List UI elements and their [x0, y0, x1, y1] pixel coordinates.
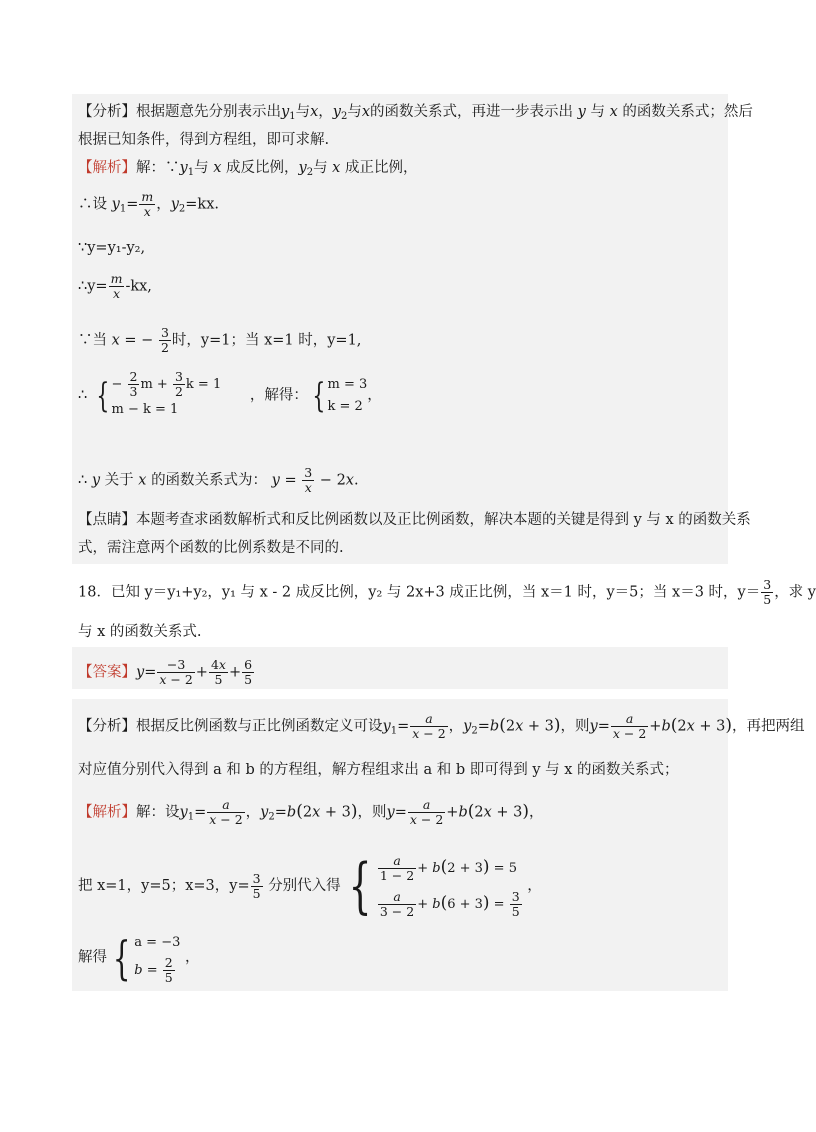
fraction-3-over-2: $\frac{3}{2}$ [160, 325, 169, 355]
solution-system-2: a = −3 b = $\frac{2}{5}$ [134, 935, 181, 985]
analysis-line-2: 根据已知条件，得到方程组，即可求解. [78, 132, 330, 148]
result-line-1: ∴ y 关于 x 的函数关系式为： y = $\frac{3}{x}$ − 2x. [78, 465, 359, 495]
since-line: ∵y=y₁-y₂, [78, 240, 146, 256]
system-line-1: ∴ { − $\frac{2}{3}$ m + $\frac{3}{2}$ k = 1 m − k = 1 ，解得： { m = 3 k = 2 ， [78, 370, 382, 421]
substitution-line: 把 x=1，y=5；x=3，y= $\frac{3}{5}$ 分别代入得 { $\frac{a}{1 - 2}$ + b(2 + 3) = 5 $\frac{a}{3 - 2}$ + b(6 + 3) = $\frac{3}{5}$ ， [78, 851, 542, 921]
fraction-3-over-x: $\frac{3}{x}$ [304, 465, 313, 495]
analysis2-line-2: 对应值分别代入得到 a 和 b 的方程组，解方程组求出 a 和 b 即可得到 y 与 x 的函数关系式； [78, 762, 679, 778]
analysis-tag: 【分析】 [78, 104, 136, 120]
solution-line-1: 【解析】解：$\because y_1$与 x 成反比例，$y_2$与 x 成正比例， [78, 160, 418, 178]
review-line-2: 式，需注意两个函数的比例系数是不同的. [78, 540, 344, 556]
equation-system-1: − $\frac{2}{3}$ m + $\frac{3}{2}$ k = 1 m − k = 1 [111, 369, 222, 417]
solution2-line: 【解析】解：设$y_1=$ $\frac{a}{x - 2}$ ，$y_2=b(2x + 3)$，则y= $\frac{a}{x - 2}$ +b(2x + 3)， [78, 797, 544, 827]
solution2-tag: 【解析】 [78, 804, 136, 821]
analysis2-line-1: 【分析】根据反比例函数与正比例函数定义可设$y_1=$ $\frac{a}{x - 2}$ ，$y_2=b(2x + 3)$，则y= $\frac{a}{x - 2}$ +b(2x + 3)，再把两组 [78, 711, 805, 741]
equation-system-2: $\frac{a}{1 - 2}$ + b(2 + 3) = 5 $\frac{a}{3 - 2}$ + b(6 + 3) = $\frac{3}{5}$ [379, 853, 520, 919]
question-18-line-2: 与 x 的函数关系式. [78, 624, 202, 640]
fraction-m-over-x: $\frac{m}{x}$ [141, 189, 154, 219]
fraction-m-over-x-2: $\frac{m}{x}$ [110, 271, 123, 301]
when-line: ∵当 x = − $\frac{3}{2}$ 时，y=1；当 x=1 时，y=1, [78, 325, 362, 355]
analysis2-tag: 【分析】 [78, 718, 136, 735]
review-line-1: 【点睛】本题考查求函数解析式和反比例函数以及正比例函数，解决本题的关键是得到 y 与 x 的函数关系 [78, 512, 751, 528]
solution-tag: 【解析】 [78, 160, 136, 176]
question-18-line-1: 18．已知 y＝y₁+y₂，y₁ 与 x - 2 成反比例，y₂ 与 2x+3 成正比例，当 x＝1 时，y＝5；当 x＝3 时，y＝ $\frac{3}{5}$ ，求 y [78, 577, 816, 607]
fraction-3-over-5: $\frac{3}{5}$ [763, 577, 772, 607]
answer-tag: 【答案】 [78, 664, 136, 681]
therefore-line: ∴y= $\frac{m}{x}$ -kx, [78, 271, 152, 301]
set-line: ∴设 $y_1=$ $\frac{m}{x}$ ，$y_2=kx$. [78, 189, 220, 219]
question-number: 18． [78, 584, 111, 601]
solution-system-1: m = 3 k = 2 [327, 376, 368, 414]
analysis-line-1: 【分析】根据题意先分别表示出$y_1$与x，$y_2$与x的函数关系式，再进一步表示出 y 与 x 的函数关系式；然后 [78, 104, 753, 122]
final-line: 解得 { a = −3 b = $\frac{2}{5}$ ， [78, 930, 200, 985]
review-tag: 【点睛】 [78, 512, 136, 528]
answer-line: 【答案】y= $\frac{-3}{x - 2}$ + $\frac{4x}{5}$ + $\frac{6}{5}$ [78, 657, 253, 687]
